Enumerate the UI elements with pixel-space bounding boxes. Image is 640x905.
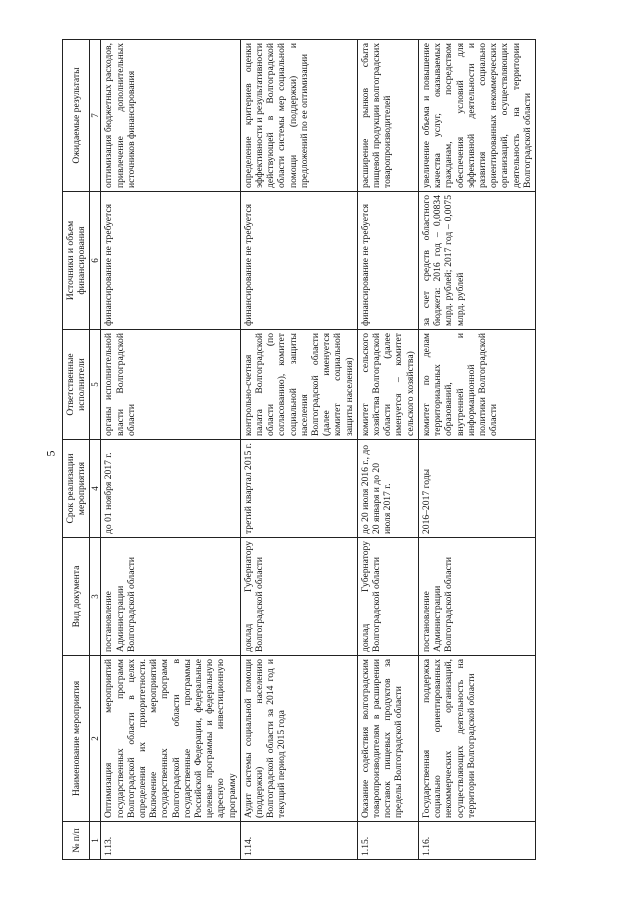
row-num: 1.13. bbox=[101, 822, 240, 860]
col-number: 7 bbox=[90, 40, 101, 192]
header-result: Ожидаемые результаты bbox=[63, 40, 90, 192]
row-doc: доклад Губернатору Волгоградской области bbox=[357, 538, 418, 656]
row-num: 1.16. bbox=[418, 822, 535, 860]
measures-table bbox=[62, 39, 536, 860]
row-fin: финансирование не требуется bbox=[101, 192, 240, 330]
row-result: увеличение объема и повышение качества услуг, оказываемых гражданам, посредством обеспечения условий для эффективной деятельности и развития социально ориентированных некоммерческих организаций, осуществляющих деятельность на территории Волгоградской области bbox=[418, 40, 535, 192]
table-row bbox=[101, 40, 240, 860]
row-doc: постановление Администрации Волгоградской области bbox=[418, 538, 535, 656]
row-fin: за счет средств областного бюджета: 2016 год – 0,00834 млрд. рублей; 2017 год – 0,0075 млрд. рублей bbox=[418, 192, 535, 330]
header-term: Срок реализации мероприятия bbox=[63, 440, 90, 538]
header-doc: Вид документа bbox=[63, 538, 90, 656]
header-resp: Ответственные исполнители bbox=[63, 330, 90, 440]
row-resp: органы исполнительной власти Волгоградской области bbox=[101, 330, 240, 440]
row-resp: комитет по делам территориальных образований, внутренней и информационной политики Волгоградской области bbox=[418, 330, 535, 440]
header-fin: Источники и объем финансирования bbox=[63, 192, 90, 330]
row-name: Государственная поддержка социально ориентированных некоммерческих организаций, осуществляющих деятельность на территории Волгоградской области bbox=[418, 656, 535, 822]
table-row bbox=[240, 40, 357, 860]
table-row bbox=[357, 40, 418, 860]
col-number: 2 bbox=[90, 656, 101, 822]
col-number: 4 bbox=[90, 440, 101, 538]
row-fin: финансирование не требуется bbox=[357, 192, 418, 330]
page-number: 5 bbox=[43, 450, 58, 457]
row-name: Оптимизация мероприятий государственных программ Волгоградской области в целях определения их приоритетности. Включение мероприятий государственных программ Волгоградской области в государственные программы Российской Федерации, федеральные целевые программы и федеральную адресную инвестиционную программу bbox=[101, 656, 240, 822]
row-term: до 20 июля 2016 г., до 20 января и до 20 июля 2017 г. bbox=[357, 440, 418, 538]
row-num: 1.15. bbox=[357, 822, 418, 860]
col-number: 5 bbox=[90, 330, 101, 440]
row-name: Аудит системы социальной помощи (поддержки) населению Волгоградской области за 2014 год и текущий период 2015 года bbox=[240, 656, 357, 822]
col-number: 6 bbox=[90, 192, 101, 330]
header-num: № п/п bbox=[63, 822, 90, 860]
row-resp: контрольно-счетная палата Волгоградской области (по согласованию), комитет социальной защиты населения Волгоградской области (далее именуется комитет социальной защиты населения) bbox=[240, 330, 357, 440]
header-name: Наименование мероприятия bbox=[63, 656, 90, 822]
row-doc: доклад Губернатору Волгоградской области bbox=[240, 538, 357, 656]
row-num: 1.14. bbox=[240, 822, 357, 860]
row-resp: комитет сельского хозяйства Волгоградской области (далее именуется – комитет сельского хозяйства) bbox=[357, 330, 418, 440]
table-row bbox=[418, 40, 535, 860]
column-number-row bbox=[90, 40, 101, 860]
row-term: до 01 ноября 2017 г. bbox=[101, 440, 240, 538]
row-result: определение критериев оценки эффективности и результативности действующей в Волгоградской области системы мер социальной помощи (поддержки) и предложений по ее оптимизации bbox=[240, 40, 357, 192]
header-row bbox=[63, 40, 90, 860]
row-term: 2016–2017 годы bbox=[418, 440, 535, 538]
row-result: расширение рынков сбыта пищевой продукции волгоградских товаропроизводителей bbox=[357, 40, 418, 192]
row-result: оптимизация бюджетных расходов, привлечение дополнительных источников финансирования bbox=[101, 40, 240, 192]
rotated-table-sheet bbox=[62, 40, 617, 860]
col-number: 3 bbox=[90, 538, 101, 656]
row-fin: финансирование не требуется bbox=[240, 192, 357, 330]
col-number: 1 bbox=[90, 822, 101, 860]
row-doc: постановление Администрации Волгоградской области bbox=[101, 538, 240, 656]
row-term: третий квартал 2015 г. bbox=[240, 440, 357, 538]
row-name: Оказание содействия волгоградским товаропроизводителям в расширении поставок пищевых продуктов за пределы Волгоградской области bbox=[357, 656, 418, 822]
